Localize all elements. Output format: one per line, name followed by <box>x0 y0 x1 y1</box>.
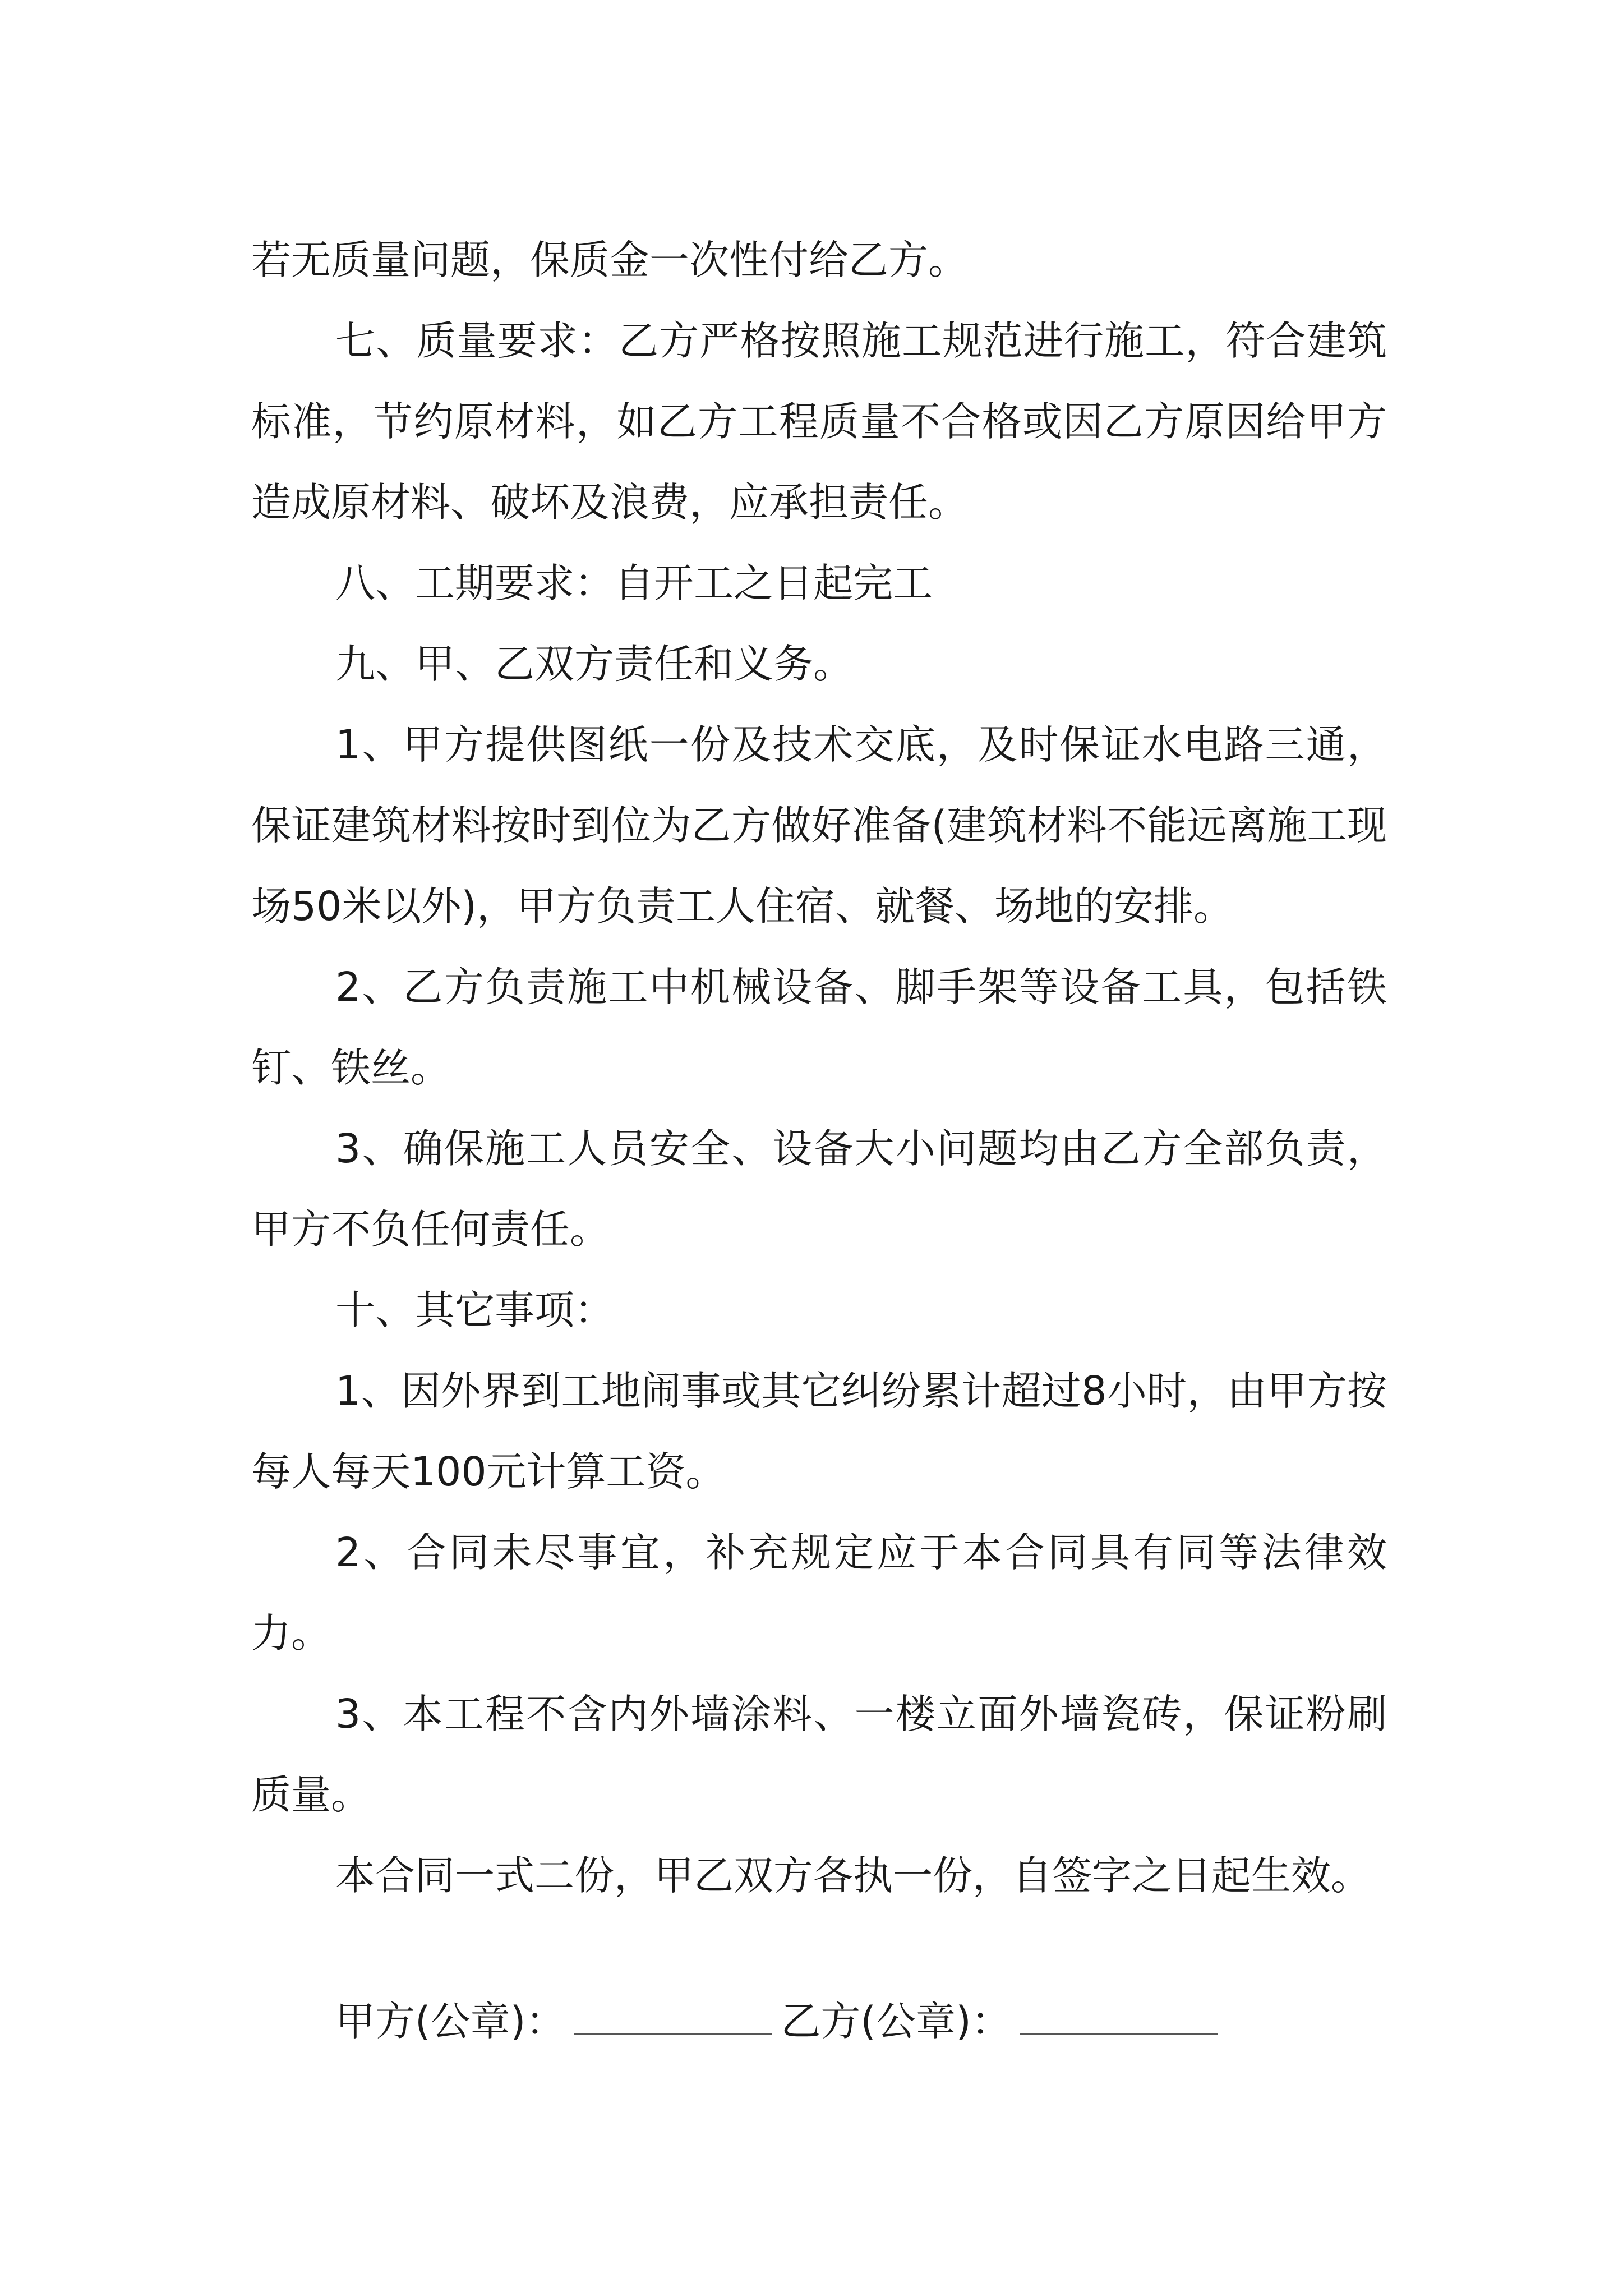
paragraph-copies: 本合同一式二份，甲乙双方各执一份，自签字之日起生效。 <box>335 1852 1371 1899</box>
signature-line <box>251 1981 1227 2062</box>
paragraph-responsibilities-heading: 九、甲、乙双方责任和义务。 <box>335 641 854 687</box>
paragraph-responsibility-2: 2、乙方负责施工中机械设备、脚手架等设备工具，包括铁钉、铁丝。 <box>251 964 1387 1091</box>
paragraph-other-1: 1、因外界到工地闹事或其它纠纷累计超过8小时，由甲方按每人每天100元计算工资。 <box>251 1368 1387 1495</box>
paragraph-quality-requirements: 七、质量要求：乙方严格按照施工规范进行施工，符合建筑标准，节约原材料，如乙方工程质量不合格或因乙方原因给甲方造成原材料、破坏及浪费，应承担责任。 <box>251 318 1387 526</box>
contract-body <box>251 220 1387 1916</box>
party-b-label: 乙方(公章)： <box>781 1998 1011 2045</box>
party-a-label: 甲方(公章)： <box>335 1998 566 2045</box>
party-a-signature-blank <box>574 1982 772 2035</box>
paragraph-other-heading: 十、其它事项： <box>335 1287 615 1333</box>
paragraph-responsibility-1: 1、甲方提供图纸一份及技术交底，及时保证水电路三通，保证建筑材料按时到位为乙方做好准备(建筑材料不能远离施工现场50米以外)，甲方负责工人住宿、就餐、场地的安排。 <box>251 721 1387 930</box>
paragraph-other-2: 2、合同未尽事宜，补充规定应于本合同具有同等法律效力。 <box>251 1529 1387 1657</box>
party-b-signature-blank <box>1020 1982 1218 2035</box>
paragraph-responsibility-3: 3、确保施工人员安全、设备大小问题均由乙方全部负责，甲方不负任何责任。 <box>251 1125 1387 1253</box>
paragraph-schedule: 八、工期要求：自开工之日起完工 <box>335 560 933 606</box>
paragraph-continuation: 若无质量问题，保质金一次性付给乙方。 <box>251 237 969 283</box>
paragraph-other-3: 3、本工程不含内外墙涂料、一楼立面外墙瓷砖，保证粉刷质量。 <box>251 1691 1387 1818</box>
